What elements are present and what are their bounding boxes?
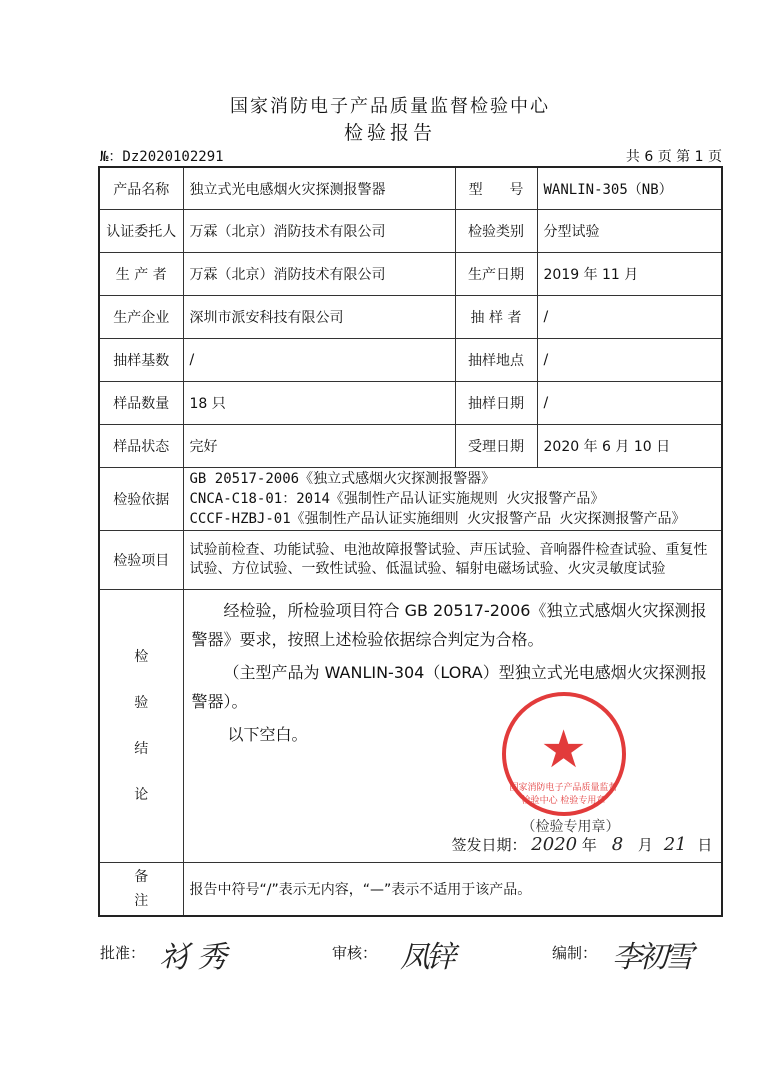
client-label: 认证委托人 [99, 210, 183, 253]
sample-place-label: 抽样地点 [455, 339, 537, 382]
org-title: 国家消防电子产品质量监督检验中心 [230, 96, 550, 117]
review-label: 审核： [332, 944, 378, 962]
table-row [99, 382, 722, 425]
inspection-type-label: 检验类别 [455, 210, 537, 253]
conclusion-para: 经检验，所检验项目符合 GB 20517-2006《独立式感烟火灾探测报警器》要求，按照上述检验依据综合判定为合格。 [191, 601, 707, 649]
model-value: WANLIN-305（NB） [537, 167, 722, 210]
report-table [98, 166, 723, 917]
conclusion-label [99, 590, 183, 863]
model-label: 型 号 [455, 167, 537, 210]
compile-label: 编制： [552, 944, 598, 962]
day-unit: 日 [697, 836, 713, 854]
compile-signature: 李初雪 [612, 940, 690, 975]
remark-value: 报告中符号“/”表示无内容，“—”表示不适用于该产品。 [183, 863, 722, 917]
table-row [99, 863, 722, 917]
conclusion-label-char: 验 [134, 695, 149, 711]
items-value: 试验前检查、功能试验、电池故障报警试验、声压试验、音响器件检查试验、重复性试验、方位试验、一致性试验、低温试验、辐射电磁场试验、火灾灵敏度试验 [183, 531, 722, 590]
table-row [99, 531, 722, 590]
stamp-label: （检验专用章） [521, 819, 620, 835]
manufacturer-value: 深圳市派安科技有限公司 [183, 296, 455, 339]
month-unit: 月 [637, 836, 653, 854]
sample-state-label: 样品状态 [99, 425, 183, 468]
table-row [99, 339, 722, 382]
sample-base-value: / [183, 339, 455, 382]
client-value: 万霖（北京）消防技术有限公司 [183, 210, 455, 253]
sign-month: 8 [611, 834, 624, 855]
sampler-label: 抽 样 者 [455, 296, 537, 339]
production-date-label: 生产日期 [455, 253, 537, 296]
table-row [99, 468, 722, 531]
sign-day: 21 [663, 834, 687, 855]
basis-line: CCCF-HZBJ-01《强制性产品认证实施细则 火灾报警产品 火灾探测报警产品》 [189, 511, 686, 527]
approve-signature: ﾈ犭秀 [160, 940, 223, 975]
table-row [99, 590, 722, 863]
sign-year: 2020 [531, 834, 578, 855]
remark-label-char: 备 [134, 869, 149, 885]
report-title: 检验报告 [343, 122, 436, 144]
year-unit: 年 [581, 836, 597, 854]
conclusion-para: 以下空白。 [227, 725, 308, 744]
report-number: №：Dz2020102291 [100, 149, 224, 165]
remark-label-char: 注 [134, 893, 149, 909]
remark-label [99, 863, 183, 917]
star-icon: ★ [540, 720, 587, 780]
sample-state-value: 完好 [183, 425, 455, 468]
seal-text: 国家消防电子产品质量监督检验中心 检验专用章 [509, 783, 618, 806]
sample-date-label: 抽样日期 [455, 382, 537, 425]
basis-line: GB 20517-2006《独立式感烟火灾探测报警器》 [189, 471, 496, 487]
conclusion-para: （主型产品为 WANLIN-304（LORA）型独立式光电感烟火灾探测报警器）。 [191, 663, 707, 711]
product-name-label: 产品名称 [99, 167, 183, 210]
basis-list [183, 468, 722, 531]
sign-date [452, 834, 713, 855]
accept-date-value: 2020 年 6 月 10 日 [537, 425, 722, 468]
sign-date-label: 签发日期： [451, 836, 527, 854]
product-name-value: 独立式光电感烟火灾探测报警器 [183, 167, 455, 210]
sample-base-label: 抽样基数 [99, 339, 183, 382]
table-row [99, 296, 722, 339]
sample-qty-value: 18 只 [183, 382, 455, 425]
items-label: 检验项目 [99, 531, 183, 590]
sampler-value: / [537, 296, 722, 339]
production-date-value: 2019 年 11 月 [537, 253, 722, 296]
conclusion-label-char: 检 [134, 649, 149, 665]
manufacturer-label: 生产企业 [99, 296, 183, 339]
basis-line: CNCA-C18-01：2014《强制性产品认证实施规则 火灾报警产品》 [189, 491, 605, 507]
sample-place-value: / [537, 339, 722, 382]
approve-label: 批准： [100, 944, 146, 962]
conclusion-label-char: 结 [134, 741, 149, 757]
conclusion-cell [183, 590, 722, 863]
accept-date-label: 受理日期 [455, 425, 537, 468]
page-info: 共 6 页 第 1 页 [625, 149, 722, 165]
producer-label: 生 产 者 [99, 253, 183, 296]
table-row [99, 425, 722, 468]
basis-label: 检验依据 [99, 468, 183, 531]
table-row [99, 167, 722, 210]
sample-date-value: / [537, 382, 722, 425]
conclusion-label-char: 论 [134, 787, 149, 803]
inspection-type-value: 分型试验 [537, 210, 722, 253]
producer-value: 万霖（北京）消防技术有限公司 [183, 253, 455, 296]
inspection-seal-stamp [502, 692, 626, 816]
review-signature: 凤锌 [400, 940, 452, 975]
table-row [99, 253, 722, 296]
sample-qty-label: 样品数量 [99, 382, 183, 425]
table-row [99, 210, 722, 253]
